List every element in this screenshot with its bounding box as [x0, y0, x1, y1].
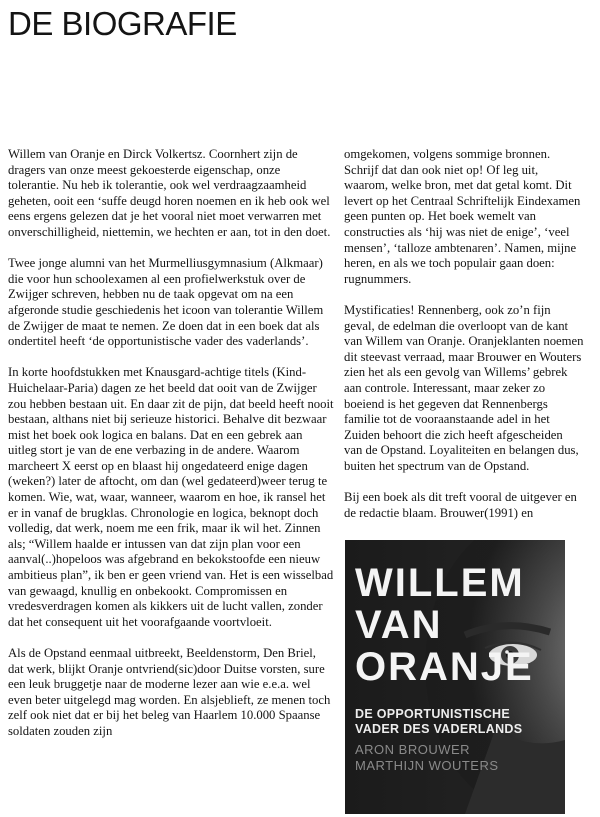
article-column-left: [8, 147, 334, 755]
paragraph: Als de Opstand eenmaal uitbreekt, Beeldenstorm, Den Briel, dat werk, blijkt Oranje ontvriend(sic)door Duitse vorsten, sure een leuk bruggetje naar de moderne lezer aan wie e.e.a. wel even beter uitgelegd mag worden. En alsjeblieft, ze menen toch zelf ook niet dat er bij het beleg van Haarlem 10.000 Spaanse soldaten zouden zijn: [8, 646, 331, 738]
cover-authors: [355, 742, 499, 774]
paragraph: Twee jonge alumni van het Murmelliusgymnasium (Alkmaar) die voor hun schoolexamen al een profielwerkstuk over de Zwijger schreven, hebben nu de taak opgevat om na een afgeronde studie geschiedenis het icoon van tolerantie Willem de Zwijger de maat te nemen. Ze doen dat in een boek dat als ondertitel heeft ‘de opportunistische vader des vaderlands’.: [8, 256, 324, 349]
cover-subtitle-line: DE OPPORTUNISTISCHE: [355, 707, 511, 721]
cover-author: MARTHIJN WOUTERS: [355, 758, 499, 773]
cover-author: ARON BROUWER: [355, 742, 471, 757]
paragraph: Mystificaties! Rennenberg, ook zo’n fijn geval, de edelman die overloopt van de kant van Willem van Oranje. Oranjeklanten noemen dit steevast verraad, maar Brouwer en Wouters zien het als een gevolg van Willems’ gebrek aan controle. Interessant, maar zeker zo boeiend is het gegeven dat Rennenbergs familie tot de vooraanstaande adel in het Zuiden behoort die zich heeft afgescheiden van de Opstand. Loyaliteiten en belangen dus, buiten het spectrum van de Opstand.: [344, 302, 584, 473]
paragraph: omgekomen, volgens sommige bronnen. Schrijf dat dan ook niet op! Of leg uit, waarom, welke bron, met dat getal komt. Dit levert op het Centraal Schriftelijk Eindexamen geen punten op. Het boek wemelt van constructies als ‘hij was niet de enige’, ‘veel mensen’, ‘talloze ambtenaren’. Namen, mijne heren, en als we toch populair gaan doen: rugnummers.: [344, 147, 581, 286]
cover-title-line: VAN: [355, 603, 443, 647]
article-column-right: [344, 147, 584, 537]
paragraph: In korte hoofdstukken met Knausgard-achtige titels (Kind-Huichelaar-Paria) dagen ze het beeld dat ooit van de Zwijger zou hebben bestaan uit. En daar zit de pijn, dat beeld heeft nooit bestaan, althans niet bij serieuze historici. Behalve dit bezwaar mist het boek ook logica en balans. Dat en een gebrek aan uitleg stort je van de ene verbazing in de andere. Waarom marcheert X eerst op en blaast hij ongedateerd enige dagen (weken?) later de aftocht, om dan (wel gedateerd)weer terug te komen. Wie, wat, waar, wanneer, waarom en hoe, ik ransel het er in vanaf de brugklas. Chronologie en logica, beknopt doch volledig, dat werk, noem me een frik, maar ik wil het. Zinnen als; “Willem haalde er intussen van dat zijn plan voor een aanval(..)hopeloos was afgebrand en bekokstoofde een nieuw ambitieus plan”, ik ben er geen vriend van. Het is een wisselbad van gewaagd, knullig en onbekookt. Compromissen en vredesverdragen komen als kikkers uit de lucht vallen, zonder dat het consequent uit het voorafgaande voortvloeit.: [8, 365, 334, 629]
paragraph: Willem van Oranje en Dirck Volkertsz. Coornhert zijn de dragers van onze meest gekoesterde eigenschap, onze tolerantie. Nu heb ik tolerantie, ook wel verdraagzaamheid geheten, ooit een ‘suffe deugd horen noemen en ik heb ook wel eens ergens gelezen dat je het vooral niet moet verwarren met onverschilligheid, niettemin, we hechten er aan, tot in den doet.: [8, 147, 331, 239]
cover-title-line: WILLEM: [355, 561, 525, 605]
cover-title: [355, 562, 534, 688]
page-title: DE BIOGRAFIE: [8, 5, 237, 42]
book-cover: [345, 540, 565, 814]
cover-title-line: ORANJE: [355, 645, 534, 689]
cover-subtitle: [355, 707, 560, 737]
paragraph: Bij een boek als dit treft vooral de uitgever en de redactie blaam. Brouwer(1991) en: [344, 490, 577, 520]
cover-subtitle-line: VADER DES VADERLANDS: [355, 722, 523, 736]
